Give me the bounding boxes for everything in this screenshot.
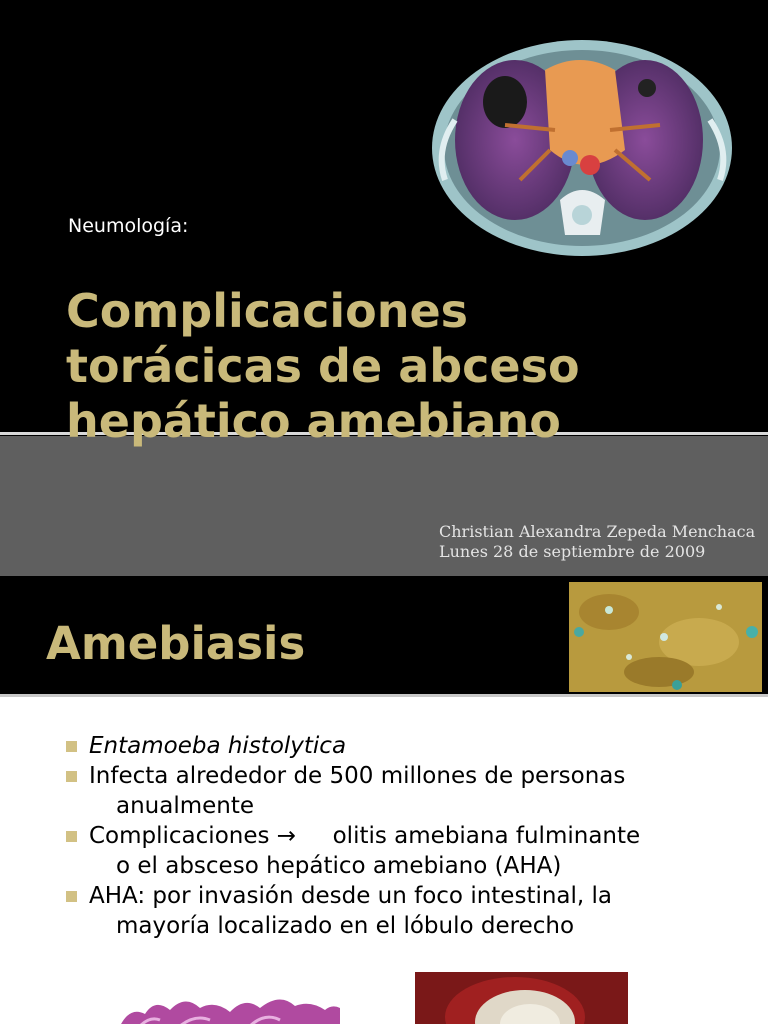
bullet-text-continuation: o el absceso hepático amebiano (AHA) (116, 853, 562, 879)
list-item (62, 881, 752, 941)
list-item (62, 761, 752, 821)
square-bullet-icon (66, 741, 77, 752)
list-item (62, 731, 752, 761)
main-title-line: torácicas de abceso (66, 339, 580, 393)
bullet-text: Complicaciones → olitis amebiana fulminante (89, 823, 641, 849)
bullet-text-continuation: mayoría localizado en el lóbulo derecho (116, 913, 575, 939)
histology-image (120, 986, 340, 1024)
square-bullet-icon (66, 771, 77, 782)
electron-micrograph-image (569, 582, 762, 692)
list-item (62, 821, 752, 881)
content-slide-title: Amebiasis (46, 617, 306, 670)
content-slide (0, 576, 768, 1024)
square-bullet-icon (66, 831, 77, 842)
main-title (66, 284, 756, 449)
presentation-date: Lunes 28 de septiembre de 2009 (439, 542, 706, 561)
content-slide-divider (0, 694, 768, 697)
bullet-text: Infecta alrededor de 500 millones de personas (89, 763, 626, 789)
author-block (439, 522, 755, 562)
liver-abscess-image (415, 972, 628, 1024)
main-title-line: hepático amebiano (66, 394, 561, 448)
bullet-list (62, 731, 752, 941)
content-slide-header (0, 576, 768, 694)
bullet-text: AHA: por invasión desde un foco intestinal, la (89, 883, 613, 909)
main-title-line: Complicaciones (66, 284, 469, 338)
bullet-text-continuation: anualmente (116, 793, 255, 819)
author-name: Christian Alexandra Zepeda Menchaca (439, 522, 756, 541)
square-bullet-icon (66, 891, 77, 902)
bullet-text: Entamoeba histolytica (89, 733, 347, 759)
chest-ct-scan-image (425, 30, 740, 260)
subtitle-label: Neumología: (68, 215, 189, 237)
